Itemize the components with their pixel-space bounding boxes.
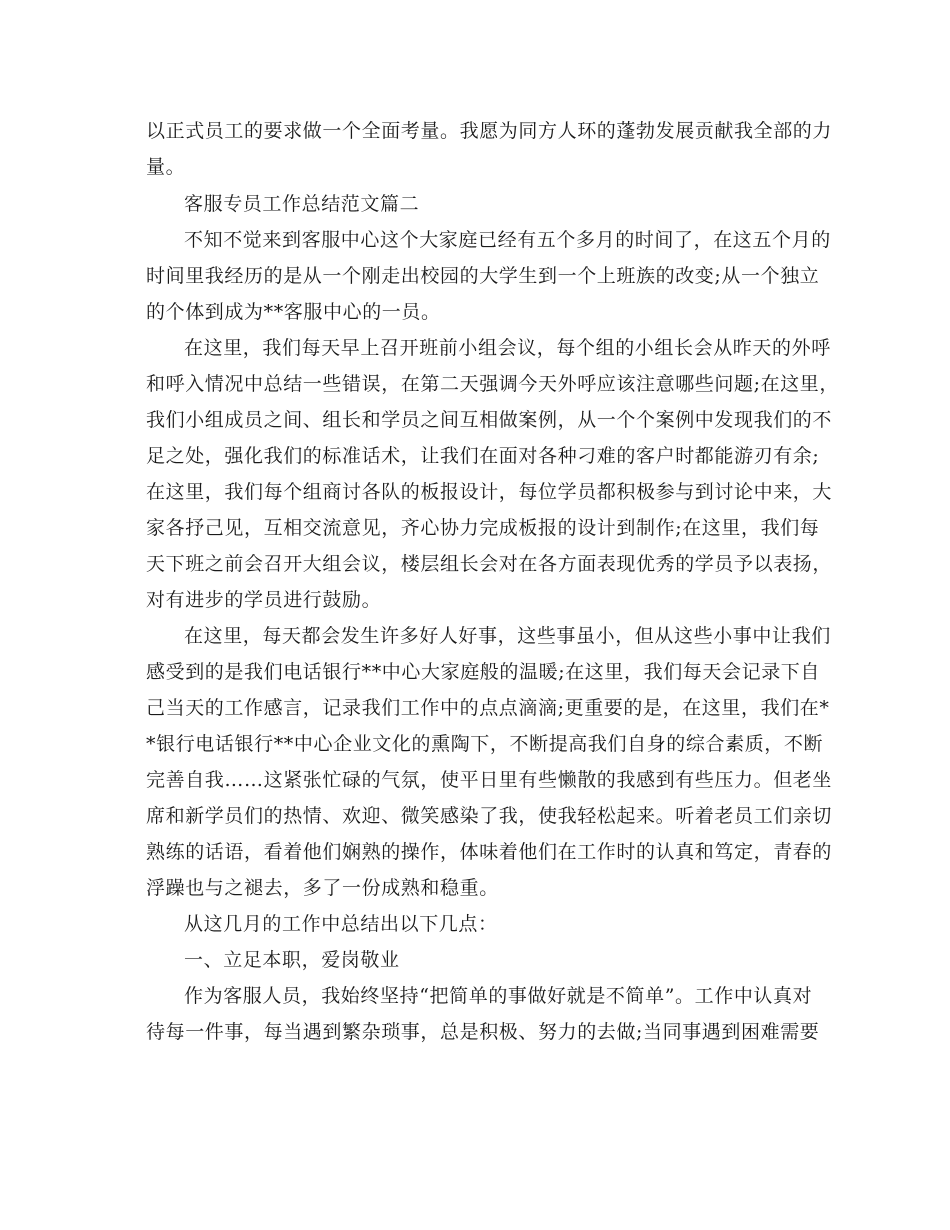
text-line: 以正式员工的要求做一个全面考量。我愿为同方人环的蓬勃发展贡献我全部的力 [146, 120, 833, 142]
text-line: 对有进步的学员进行鼓励。 [146, 589, 382, 611]
paragraph-start: 作为客服人员，我始终坚持“把简单的事做好就是不简单”。工作中认真对 [184, 985, 813, 1007]
text-line: 完善自我……这紧张忙碌的气氛，使平日里有些懒散的我感到有些压力。但老坐 [146, 769, 833, 791]
text-line: 在这里，我们每个组商讨各队的板报设计，每位学员都积极参与到讨论中来，大 [146, 481, 833, 503]
text-line: 的个体到成为**客服中心的一员。 [146, 301, 441, 323]
text-line: 时间里我经历的是从一个刚走出校园的大学生到一个上班族的改变;从一个独立 [146, 265, 820, 287]
paragraph-start: 在这里，我们每天早上召开班前小组会议，每个组的小组长会从昨天的外呼 [184, 337, 831, 359]
text-line: 己当天的工作感言，记录我们工作中的点点滴滴;更重要的是，在这里，我们在* [146, 697, 830, 719]
text-line: 待每一件事，每当遇到繁杂琐事，总是积极、努力的去做;当同事遇到困难需要 [146, 1021, 820, 1043]
paragraph-start: 从这几月的工作中总结出以下几点： [184, 913, 498, 935]
text-line: 浮躁也与之褪去，多了一份成熟和稳重。 [146, 877, 499, 899]
section-heading: 客服专员工作总结范文篇二 [184, 193, 420, 215]
text-line: 熟练的话语，看着他们娴熟的操作，体味着他们在工作时的认真和笃定，青春的 [146, 841, 833, 863]
text-line: 我们小组成员之间、组长和学员之间互相做案例，从一个个案例中发现我们的不 [146, 409, 833, 431]
paragraph-start: 不知不觉来到客服中心这个大家庭已经有五个多月的时间了，在这五个月的 [184, 229, 831, 251]
text-line: 量。 [146, 156, 186, 178]
text-line: 天下班之前会召开大组会议，楼层组长会对在各方面表现优秀的学员予以表扬， [146, 553, 833, 575]
text-line: *银行电话银行**中心企业文化的熏陶下，不断提高我们自身的综合素质，不断 [146, 733, 824, 755]
subheading: 一、立足本职，爱岗敬业 [184, 949, 400, 971]
text-line: 足之处，强化我们的标准话术，让我们在面对各种刁难的客户时都能游刃有余; [146, 445, 820, 467]
text-line: 和呼入情况中总结一些错误，在第二天强调今天外呼应该注意哪些问题;在这里， [146, 373, 840, 395]
paragraph-start: 在这里，每天都会发生许多好人好事，这些事虽小，但从这些小事中让我们 [184, 625, 831, 647]
text-line: 家各抒己见，互相交流意见，齐心协力完成板报的设计到制作;在这里，我们每 [146, 517, 820, 539]
text-line: 感受到的是我们电话银行**中心大家庭般的温暖;在这里，我们每天会记录下自 [146, 661, 821, 683]
text-line: 席和新学员们的热情、欢迎、微笑感染了我，使我轻松起来。听着老员工们亲切 [146, 805, 833, 827]
